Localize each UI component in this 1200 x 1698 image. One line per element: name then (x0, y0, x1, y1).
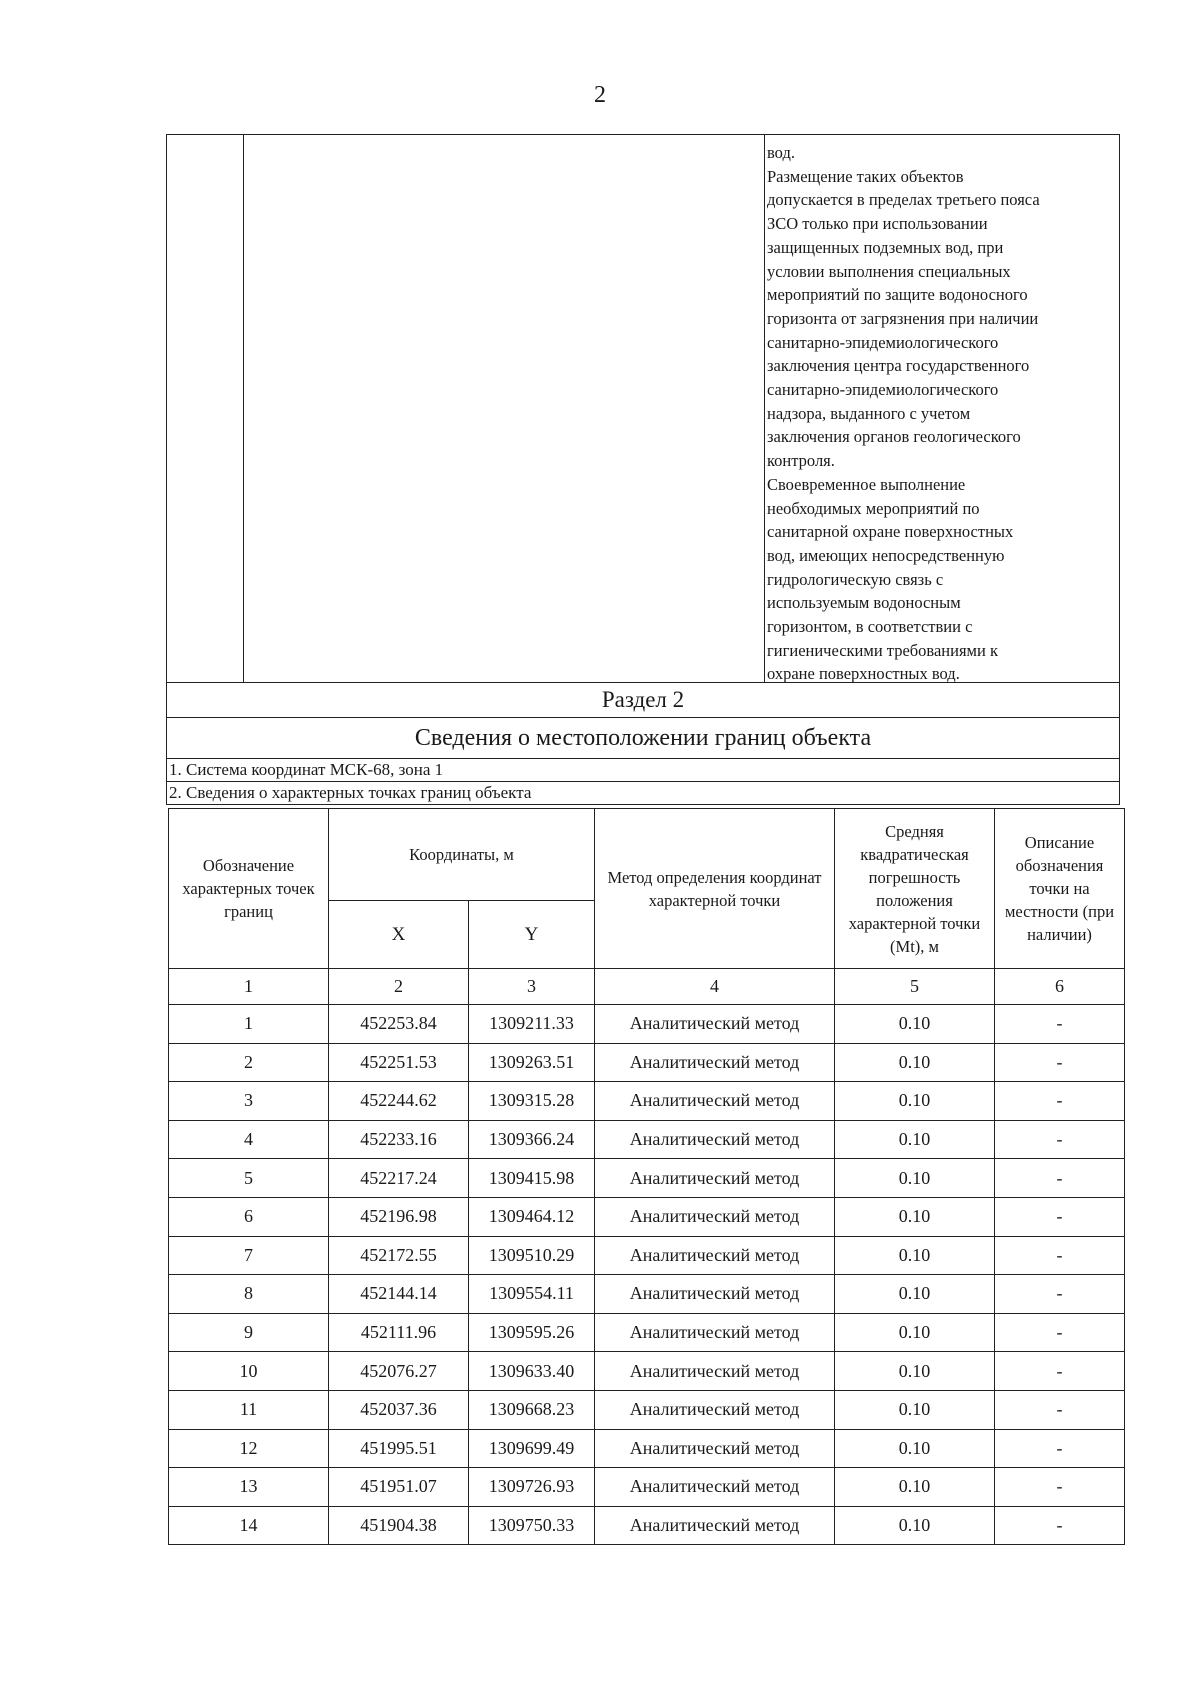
continuation-line: необходимых мероприятий по (767, 498, 980, 518)
description-cell: - (995, 1082, 1125, 1121)
y-coordinate-cell: 1309668.23 (469, 1390, 595, 1429)
header-error: Средняя квадратическая погрешность положения характерной точки (Mt), м (835, 809, 995, 969)
y-coordinate-cell: 1309366.24 (469, 1120, 595, 1159)
table-row (169, 1275, 1125, 1314)
continuation-line: контроля. (767, 451, 835, 471)
continuation-line: горизонтом, в соответствии с (767, 617, 973, 637)
description-cell: - (995, 1236, 1125, 1275)
point-number-cell: 11 (169, 1390, 329, 1429)
y-coordinate-cell: 1309263.51 (469, 1043, 595, 1082)
table-row (169, 1313, 1125, 1352)
description-cell: - (995, 1506, 1125, 1545)
table-row (169, 1352, 1125, 1391)
x-coordinate-cell: 452217.24 (329, 1159, 469, 1198)
continuation-line: гигиеническими требованиями к (767, 640, 998, 660)
error-cell: 0.10 (835, 1005, 995, 1044)
continuation-text (765, 135, 1119, 682)
y-coordinate-cell: 1309415.98 (469, 1159, 595, 1198)
continuation-line: Своевременное выполнение (767, 474, 966, 494)
error-cell: 0.10 (835, 1313, 995, 1352)
y-coordinate-cell: 1309211.33 (469, 1005, 595, 1044)
description-cell: - (995, 1313, 1125, 1352)
header-y: Y (469, 901, 595, 969)
error-cell: 0.10 (835, 1197, 995, 1236)
error-cell: 0.10 (835, 1352, 995, 1391)
error-cell: 0.10 (835, 1429, 995, 1468)
method-cell: Аналитический метод (595, 1082, 835, 1121)
method-cell: Аналитический метод (595, 1468, 835, 1507)
x-coordinate-cell: 452253.84 (329, 1005, 469, 1044)
column-number: 6 (995, 969, 1125, 1005)
continuation-line: защищенных подземных вод, при (767, 237, 1004, 257)
description-cell: - (995, 1120, 1125, 1159)
x-coordinate-cell: 451995.51 (329, 1429, 469, 1468)
table-row (169, 1390, 1125, 1429)
continuation-line: санитарно-эпидемиологического (767, 332, 999, 352)
column-numbers-row (169, 969, 1125, 1005)
header-designation: Обозначение характерных точек границ (169, 809, 329, 969)
error-cell: 0.10 (835, 1159, 995, 1198)
x-coordinate-cell: 452144.14 (329, 1275, 469, 1314)
table-row (169, 1429, 1125, 1468)
header-method: Метод определения координат характерной точки (595, 809, 835, 969)
description-cell: - (995, 1390, 1125, 1429)
point-number-cell: 7 (169, 1236, 329, 1275)
x-coordinate-cell: 452233.16 (329, 1120, 469, 1159)
x-coordinate-cell: 452196.98 (329, 1197, 469, 1236)
continuation-line: ЗСО только при использовании (767, 214, 988, 234)
continuation-line: гидрологическую связь с (767, 569, 944, 589)
error-cell: 0.10 (835, 1120, 995, 1159)
description-cell: - (995, 1043, 1125, 1082)
method-cell: Аналитический метод (595, 1275, 835, 1314)
continuation-line: заключения органов геологического (767, 427, 1021, 447)
continuation-line: используемым водоносным (767, 593, 961, 613)
table-row (169, 1005, 1125, 1044)
column-number: 2 (329, 969, 469, 1005)
x-coordinate-cell: 452037.36 (329, 1390, 469, 1429)
point-number-cell: 3 (169, 1082, 329, 1121)
continuation-line: условии выполнения специальных (767, 261, 1011, 281)
point-number-cell: 5 (169, 1159, 329, 1198)
point-number-cell: 12 (169, 1429, 329, 1468)
method-cell: Аналитический метод (595, 1313, 835, 1352)
point-number-cell: 4 (169, 1120, 329, 1159)
x-coordinate-cell: 452244.62 (329, 1082, 469, 1121)
y-coordinate-cell: 1309699.49 (469, 1429, 595, 1468)
section-header-table (166, 682, 1120, 805)
x-coordinate-cell: 452111.96 (329, 1313, 469, 1352)
table-row (169, 1197, 1125, 1236)
y-coordinate-cell: 1309750.33 (469, 1506, 595, 1545)
error-cell: 0.10 (835, 1506, 995, 1545)
description-cell: - (995, 1197, 1125, 1236)
description-cell: - (995, 1352, 1125, 1391)
y-coordinate-cell: 1309595.26 (469, 1313, 595, 1352)
point-number-cell: 14 (169, 1506, 329, 1545)
method-cell: Аналитический метод (595, 1429, 835, 1468)
points-caption: 2. Сведения о характерных точках границ объекта (167, 782, 1120, 805)
description-cell: - (995, 1159, 1125, 1198)
section-heading: Раздел 2 (167, 683, 1120, 718)
continuation-col-empty-2 (244, 135, 765, 682)
table-row (169, 1082, 1125, 1121)
y-coordinate-cell: 1309633.40 (469, 1352, 595, 1391)
method-cell: Аналитический метод (595, 1236, 835, 1275)
description-cell: - (995, 1275, 1125, 1314)
description-cell: - (995, 1429, 1125, 1468)
header-x: X (329, 901, 469, 969)
continuation-line: заключения центра государственного (767, 356, 1030, 376)
y-coordinate-cell: 1309315.28 (469, 1082, 595, 1121)
point-number-cell: 2 (169, 1043, 329, 1082)
point-number-cell: 10 (169, 1352, 329, 1391)
error-cell: 0.10 (835, 1043, 995, 1082)
x-coordinate-cell: 452251.53 (329, 1043, 469, 1082)
header-description: Описание обозначения точки на местности (при наличии) (995, 809, 1125, 969)
method-cell: Аналитический метод (595, 1506, 835, 1545)
point-number-cell: 1 (169, 1005, 329, 1044)
table-row (169, 1043, 1125, 1082)
method-cell: Аналитический метод (595, 1352, 835, 1391)
continuation-line: Размещение таких объектов (767, 166, 964, 186)
column-number: 5 (835, 969, 995, 1005)
continuation-line: мероприятий по защите водоносного (767, 285, 1028, 305)
description-cell: - (995, 1468, 1125, 1507)
continuation-line: надзора, выданного с учетом (767, 403, 971, 423)
x-coordinate-cell: 451904.38 (329, 1506, 469, 1545)
point-number-cell: 6 (169, 1197, 329, 1236)
table-row (169, 1159, 1125, 1198)
table-row (169, 1468, 1125, 1507)
y-coordinate-cell: 1309554.11 (469, 1275, 595, 1314)
error-cell: 0.10 (835, 1082, 995, 1121)
method-cell: Аналитический метод (595, 1159, 835, 1198)
continuation-line: горизонта от загрязнения при наличии (767, 308, 1039, 328)
continuation-line: санитарно-эпидемиологического (767, 380, 999, 400)
error-cell: 0.10 (835, 1468, 995, 1507)
point-number-cell: 9 (169, 1313, 329, 1352)
column-number: 3 (469, 969, 595, 1005)
y-coordinate-cell: 1309464.12 (469, 1197, 595, 1236)
continuation-table (166, 134, 1120, 682)
points-table (168, 808, 1125, 1545)
x-coordinate-cell: 452076.27 (329, 1352, 469, 1391)
coordinate-system: 1. Система координат МСК-68, зона 1 (167, 759, 1120, 782)
table-row (169, 1506, 1125, 1545)
header-coordinates: Координаты, м (329, 809, 595, 901)
continuation-line: вод, имеющих непосредственную (767, 545, 1005, 565)
x-coordinate-cell: 451951.07 (329, 1468, 469, 1507)
table-row (169, 1236, 1125, 1275)
continuation-line: вод. (767, 143, 795, 162)
method-cell: Аналитический метод (595, 1005, 835, 1044)
table-row (169, 1120, 1125, 1159)
method-cell: Аналитический метод (595, 1390, 835, 1429)
y-coordinate-cell: 1309510.29 (469, 1236, 595, 1275)
continuation-line: охране поверхностных вод. (767, 664, 960, 684)
point-number-cell: 8 (169, 1275, 329, 1314)
method-cell: Аналитический метод (595, 1120, 835, 1159)
column-number: 4 (595, 969, 835, 1005)
error-cell: 0.10 (835, 1275, 995, 1314)
method-cell: Аналитический метод (595, 1043, 835, 1082)
continuation-line: допускается в пределах третьего пояса (767, 190, 1040, 210)
continuation-line: санитарной охране поверхностных (767, 522, 1014, 542)
error-cell: 0.10 (835, 1390, 995, 1429)
page-number: 2 (594, 82, 606, 108)
column-number: 1 (169, 969, 329, 1005)
y-coordinate-cell: 1309726.93 (469, 1468, 595, 1507)
method-cell: Аналитический метод (595, 1197, 835, 1236)
continuation-col-empty-1 (167, 135, 244, 682)
error-cell: 0.10 (835, 1236, 995, 1275)
description-cell: - (995, 1005, 1125, 1044)
point-number-cell: 13 (169, 1468, 329, 1507)
x-coordinate-cell: 452172.55 (329, 1236, 469, 1275)
section-title: Сведения о местоположении границ объекта (167, 718, 1120, 759)
